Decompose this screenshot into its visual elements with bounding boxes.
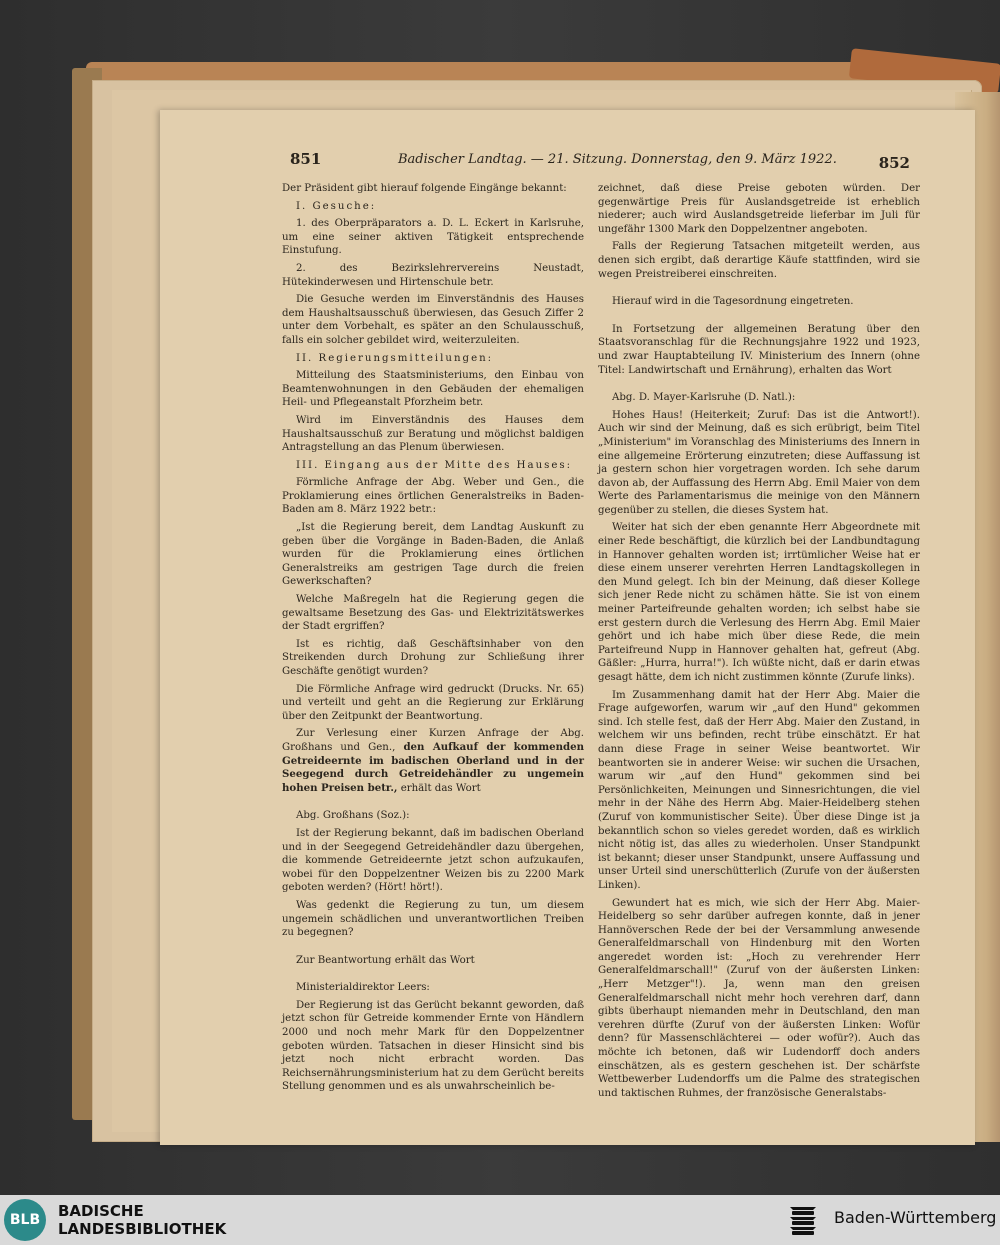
left-column xyxy=(282,182,584,1098)
section-heading: I. Gesuche: xyxy=(296,200,377,212)
paragraph: Der Regierung ist das Gerücht bekannt geworden, daß jetzt schon für Getreide kommender Ernte von Händlern 2000 und noch mehr Mark für den Doppelzentner geboten würden. Tatsachen in dieser Hinsicht sind bis jetzt noch nicht erbracht worden. Das Reichsernährungsministerium hat zu dem Gerücht bereits Stellung genommen und es als unwahrscheinlich be- xyxy=(282,999,584,1093)
running-title: Badischer Landtag. — 21. Sitzung. Donnerstag, den 9. März 1922. xyxy=(398,152,837,167)
section-heading: II. Regierungsmitteilungen: xyxy=(296,352,494,364)
paragraph: 1. des Oberpräparators a. D. L. Eckert in Karlsruhe, um eine seiner aktiven Tätigkeit entsprechende Einstufung. xyxy=(282,218,584,257)
paragraph: Weiter hat sich der eben genannte Herr Abgeordnete mit einer Rede beschäftigt, die kürzlich bei der Landbundtagung in Hannover gehalten worden ist; irrtümlicher Weise hat er diese einem unserer verehrten Herren Landtagskollegen in den Mund gelegt. Ich bin der Meinung, daß dieser Kollege sich jener Rede nicht zu schämen hätte. Sie ist von einem meiner Parteifreunde gehalten worden; ich selbst habe sie erst gestern durch die Verlesung des Herrn Abg. Emil Maier gehört und ich habe mich über diese Rede, die mein Parteifreund Nupp in Hannover gehalten hat, gefreut (Abg. Gäßler: „Hurra, hurra!"). Ich wüßte nicht, daß er darin etwas gesagt hätte, dem ich nicht zustimmen könnte (Zurufe links). xyxy=(598,522,920,683)
library-name-line2: LANDESBIBLIOTHEK xyxy=(58,1220,227,1238)
speaker-heading: Abg. Großhans (Soz.): xyxy=(296,810,410,822)
speaker-heading: Ministerialdirektor Leers: xyxy=(296,982,430,994)
paragraph: In Fortsetzung der allgemeinen Beratung über den Staatsvoranschlag für die Rechnungsjahre 1922 und 1923, und zwar Hauptabteilung IV. Ministerium des Innern (ohne Titel: Landwirtschaft und Ernährung), erhalten das Wort xyxy=(598,323,920,376)
paragraph: Im Zusammenhang damit hat der Herr Abg. Maier die Frage aufgeworfen, warum wir „auf den Hund" gekommen sind. Ich stelle fest, daß der Herr Abg. Maier den Zustand, in welchem wir uns befinden, recht trübe einschätzt. Er hat dann diese Frage in seiner Weise beantwortet. Wir beantworten sie in anderer Weise: wir suchen die Ursachen, warum wir „auf den Hund" gekommen sind bei Persönlichkeiten, Meinungen und Sinnesrichtungen, die viel mehr in der Nähe des Herrn Abg. Maier-Heidelberg stehen (Zuruf von kommunistischer Seite). Über diese Dinge ist ja bekanntlich schon so vieles geredet worden, daß es wirklich nicht nötig ist, das alles zu wiederholen. Unser Standpunkt ist bekannt; dieser unser Standpunkt, unsere Auffassung und unser Urteil sind unerschütterlich (Zurufe von der äußersten Linken). xyxy=(598,689,920,891)
state-name[interactable]: Baden-Württemberg xyxy=(834,1208,997,1227)
page-header xyxy=(290,150,910,176)
paragraph: 2. des Bezirkslehrervereins Neustadt, Hütekinderwesen und Hirtenschule betr. xyxy=(282,262,584,288)
paragraph: Ist der Regierung bekannt, daß im badischen Oberland und in der Seegegend Getreidehändler dazu übergehen, die kommende Getreideernte jetzt schon aufzukaufen, wobei für den Doppelzentner Weizen bis zu 2200 Mark geboten werden? (Hört! hört!). xyxy=(282,827,584,894)
speaker-heading: Abg. D. Mayer-Karlsruhe (D. Natl.): xyxy=(612,392,796,404)
paragraph: Gewundert hat es mich, wie sich der Herr Abg. Maier-Heidelberg so sehr darüber aufregen konnte, daß in jener Hannöverschen Rede der bei der Versammlung anwesende Generalfeldmarschall von Hindenburg mit den Worten angeredet worden ist: „Hoch zu verehrender Herr Generalfeldmarschall!" (Zuruf von der äußersten Linken: „Herr Metzger"!). Ja, wenn man den greisen Generalfeldmarschall nicht mehr hoch verehren darf, dann gibts überhaupt niemanden mehr in Deutschland, den man verehren dürfte (Zuruf von der äußersten Linken: Wofür denn? für Massenschlächterei — oder wofür?). Auch das möchte ich betonen, daß wir Ludendorff doch anders einschätzen, als es gestern geschehen ist. Der schärfste Wettbewerber Ludendorffs um die Palme des strategischen und taktischen Ruhmes, der französische Generalstabs- xyxy=(598,897,920,1099)
footer-bar xyxy=(0,1195,1000,1245)
paragraph: Die Gesuche werden im Einverständnis des Hauses dem Haushaltsausschuß überwiesen, das Gesuch Ziffer 2 unter dem Vorbehalt, es später an den Schulausschuß, falls ein solcher gebildet wird, weiterzuleiten. xyxy=(282,294,584,346)
inquiry-intro: Zur Verlesung einer Kurzen Anfrage der Abg. Großhans und Gen., xyxy=(282,728,584,753)
three-lions-icon[interactable] xyxy=(788,1203,824,1237)
inquiry-outro: erhält das Wort xyxy=(400,782,481,794)
right-column xyxy=(598,182,920,1104)
paragraph: Hohes Haus! (Heiterkeit; Zuruf: Das ist die Antwort!). Auch wir sind der Meinung, daß es sich erübrigt, beim Titel „Ministerium" im Voranschlag des Ministeriums des Innern in eine allgemeine Erörterung einzutreten; diese Auffassung ist ja gestern schon hier vorgetragen worden. Ich sehe darum davon ab, der Auffassung des Herrn Abg. Emil Maier von dem Werte des Parlamentarismus die meinige von den Männern gegenüber zu stellen, die dieses System hat. xyxy=(598,409,920,516)
paragraph: Wird im Einverständnis des Hauses dem Haushaltsausschuß zur Beratung und möglichst baldigen Antragstellung an das Plenum überwiesen. xyxy=(282,414,584,454)
right-page-number: 852 xyxy=(878,154,910,172)
library-name[interactable] xyxy=(58,1202,226,1238)
blb-logo[interactable]: BLB xyxy=(4,1199,46,1241)
left-page-number: 851 xyxy=(290,150,322,168)
paragraph: Hierauf wird in die Tagesordnung eingetreten. xyxy=(612,296,854,308)
quote-paragraph: „Ist die Regierung bereit, dem Landtag Auskunft zu geben über die Vorgänge in Baden-Baden, die Anlaß wurden für die Proklamierung eines örtlichen Generalstreiks am gestrigen Tage durch die freien Gewerkschaften? xyxy=(282,522,584,588)
paragraph: Mitteilung des Staatsministeriums, den Einbau von Beamtenwohnungen in den Gebäuden der ehemaligen Heil- und Pflegeanstalt Pforzheim betr. xyxy=(282,370,584,409)
section-heading: III. Eingang aus der Mitte des Hauses: xyxy=(296,459,573,471)
paragraph: Der Präsident gibt hierauf folgende Eingänge bekannt: xyxy=(282,183,567,194)
paragraph: Was gedenkt die Regierung zu tun, um diesem ungemein schädlichen und unverantwortlichen Treiben zu begegnen? xyxy=(282,899,584,939)
paragraph xyxy=(282,727,584,795)
paragraph: Zur Beantwortung erhält das Wort xyxy=(296,954,475,966)
quote-paragraph: Ist es richtig, daß Geschäftsinhaber von den Streikenden durch Drohung zur Schließung ihrer Geschäfte genötigt wurden? xyxy=(282,638,584,677)
paragraph: Förmliche Anfrage der Abg. Weber und Gen., die Proklamierung eines örtlichen Generalstreiks in Baden-Baden am 8. März 1922 betr.: xyxy=(282,477,584,516)
library-name-line1: BADISCHE xyxy=(58,1202,144,1220)
paragraph: zeichnet, daß diese Preise geboten würden. Der gegenwärtige Preis für Auslandsgetreide ist erheblich niederer; auch wird Auslandsgetreide lieferbar im Juli für ungefähr 1300 Mark den Doppelzentner angeboten. xyxy=(598,183,920,235)
quote-paragraph: Welche Maßregeln hat die Regierung gegen die gewaltsame Besetzung des Gas- und Elektrizitätswerkes der Stadt ergriffen? xyxy=(282,594,584,633)
inquiry-subject: den Aufkauf der kommenden Getreideernte im badischen Oberland und in der Seegegend durch Getreidehändler zu ungemein hohen Preisen betr., xyxy=(282,740,584,794)
paragraph: Die Förmliche Anfrage wird gedruckt (Drucks. Nr. 65) und verteilt und geht an die Regierung zur Erklärung über den Zeitpunkt der Beantwortung. xyxy=(282,683,584,722)
paragraph: Falls der Regierung Tatsachen mitgeteilt werden, aus denen sich ergibt, daß derartige Käufe stattfinden, wird sie wegen Preistreiberei einschreiten. xyxy=(598,241,920,280)
